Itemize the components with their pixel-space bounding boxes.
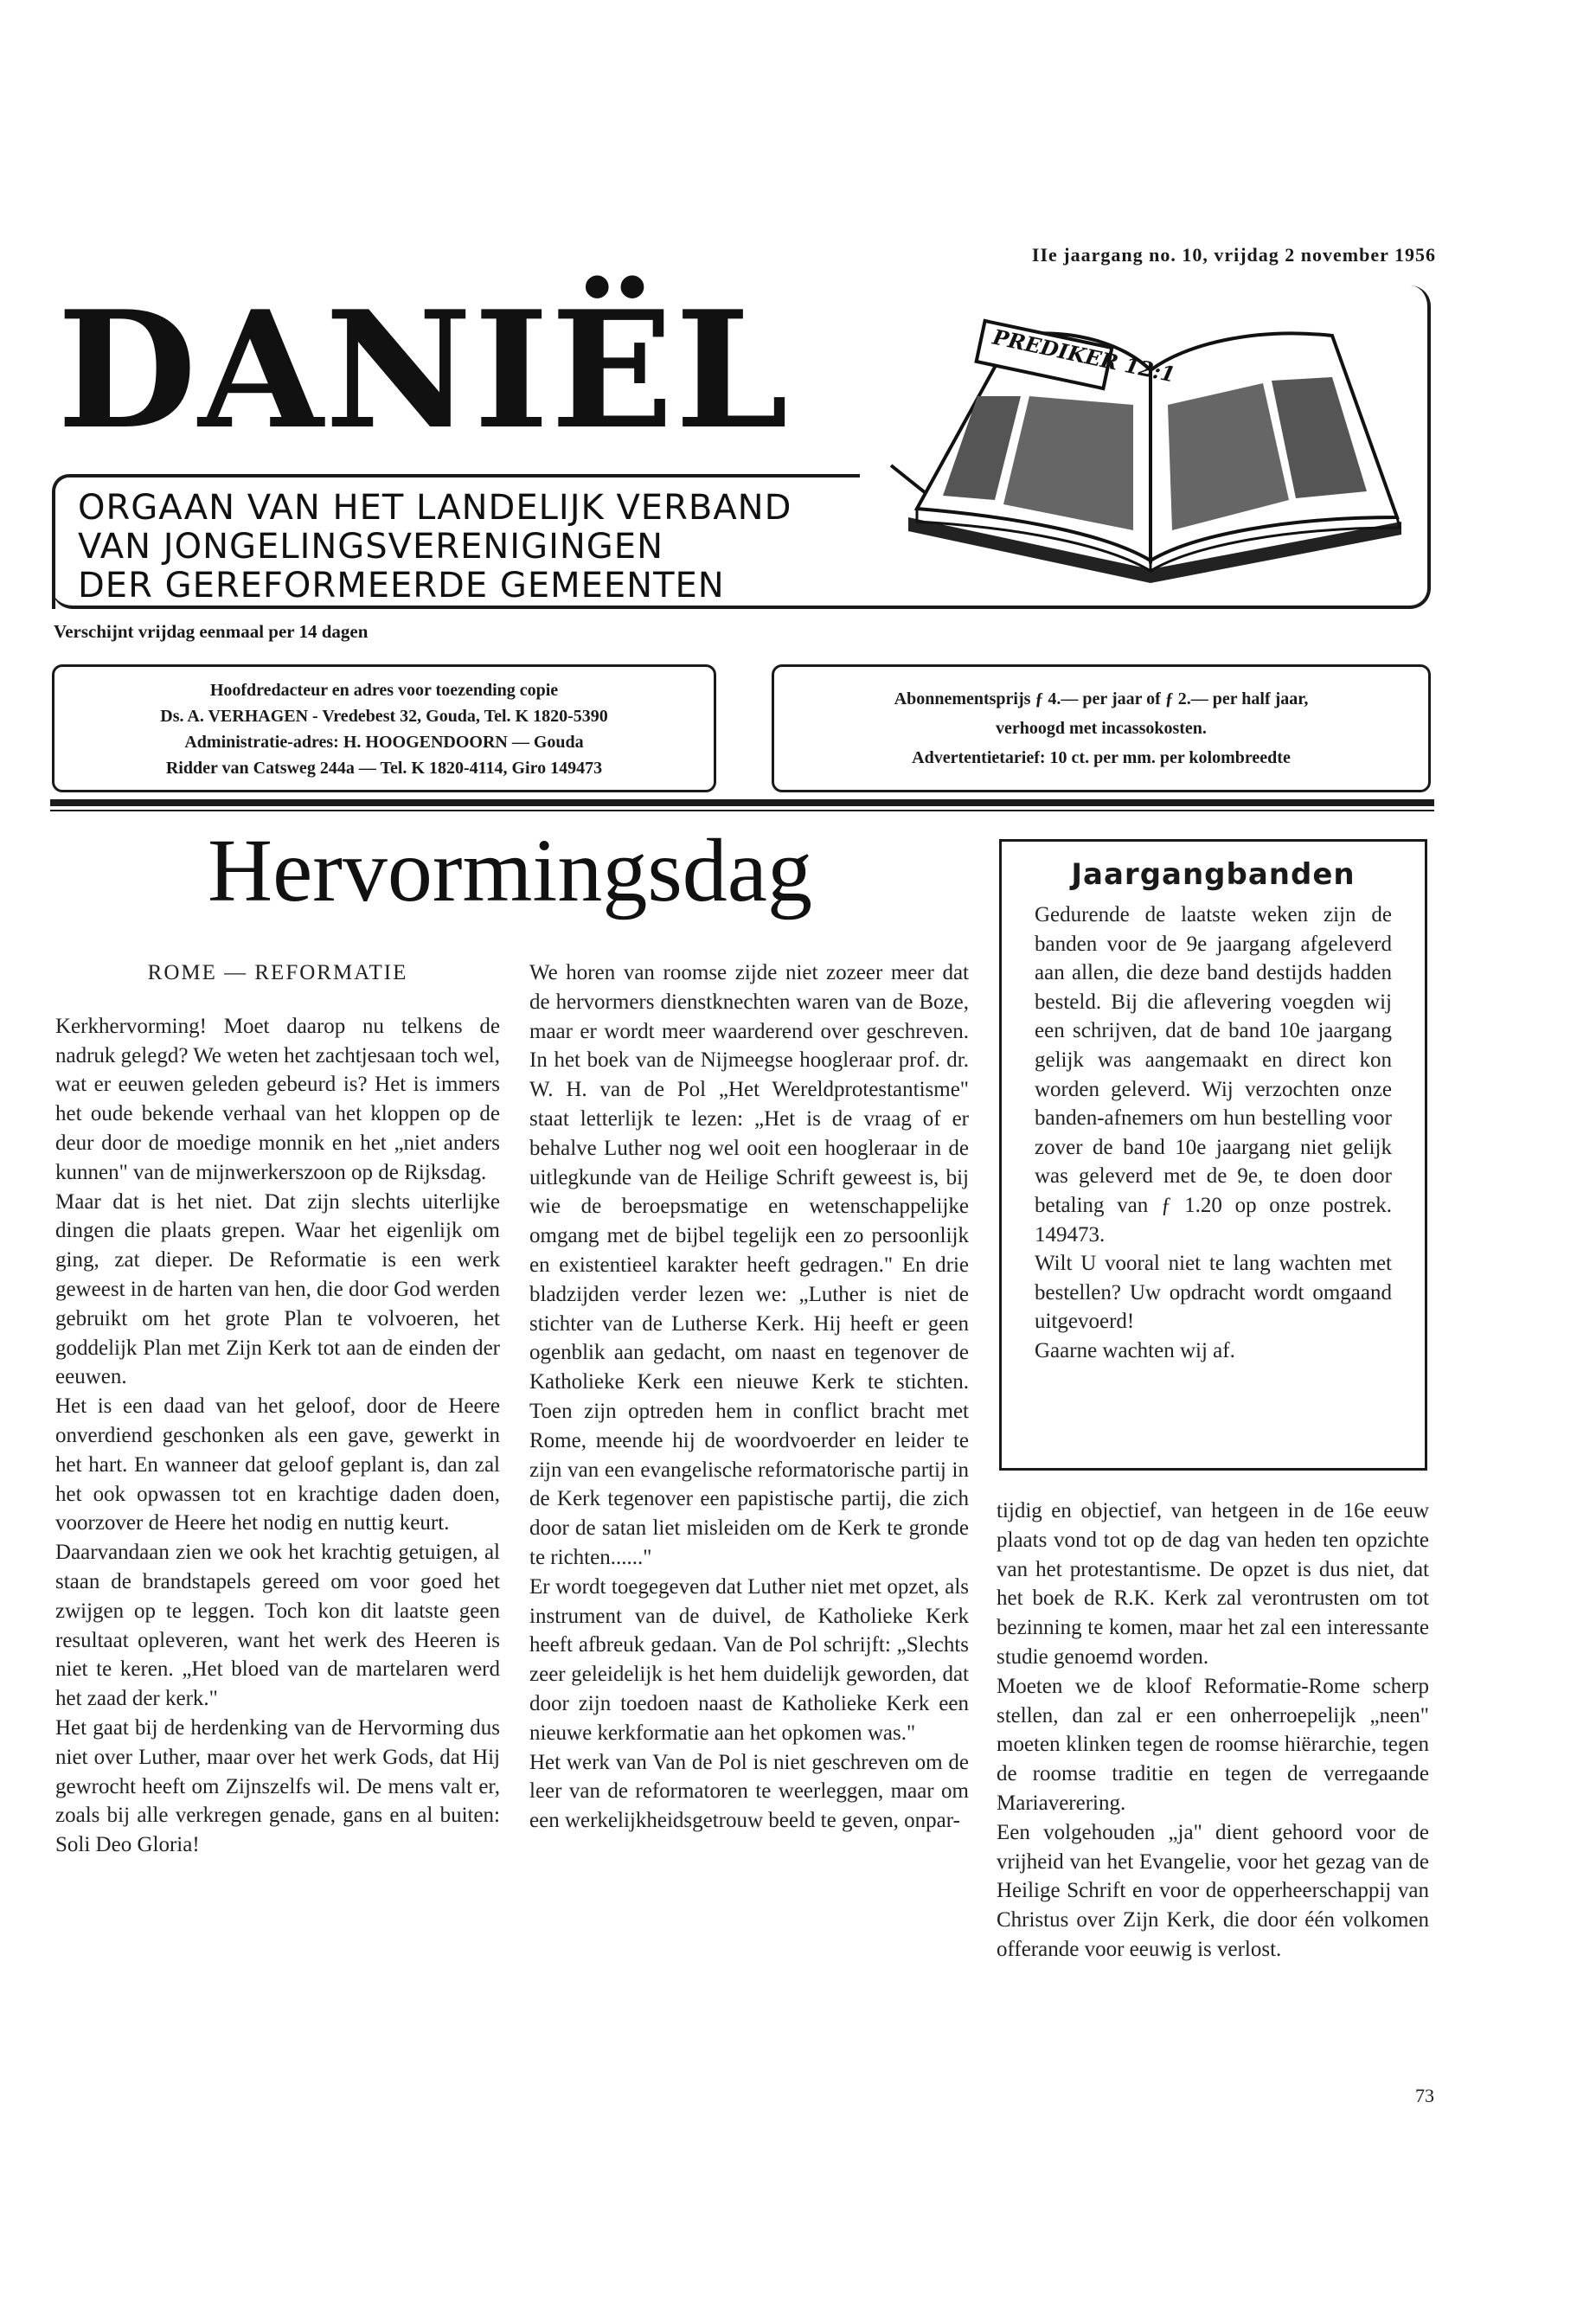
col1-paragraph-5: Het gaat bij de herdenking van de Hervorming dus niet over Luther, maar over het werk Gods, dat Hij gewrocht heeft om Zijnszelfs wil. De mens valt er, zoals bij alle verkregen genade, gans en al buiten: Soli Deo Gloria! xyxy=(55,1715,500,1857)
subscription-line-1: Abonnementsprijs ƒ 4.— per jaar of ƒ 2.— per half jaar, xyxy=(894,689,1309,708)
col2-paragraph-3: Het werk van Van de Pol is niet geschreven om de leer van de reformatoren te weerleggen, maar om een werkelijkheidsgetrouw beeld te geven, onpar- xyxy=(529,1750,969,1833)
sidebar-paragraph-1: Gedurende de laatste weken zijn de banden voor de 9e jaargang afgeleverd aan allen, die deze band destijds hadden besteld. Bij die aflevering voegden wij een schrijven, dat de band 10e jaargang gelijk was aangemaakt en direct kon worden geleverd. Wij verzochten onze banden-afnemers om hun bestelling voor zover de band 10e jaargang niet gelijk was geleverd met de 9e, te doen door betaling van ƒ 1.20 op onze postrek. 149473. xyxy=(1035,903,1392,1247)
article-column-1 xyxy=(55,958,500,1860)
masthead-title: DANIËL xyxy=(57,275,791,465)
jaargangbanden-box xyxy=(999,839,1427,1471)
prediker-label: PREDIKER 12:1 xyxy=(990,324,1178,388)
editor-line-2: Ds. A. VERHAGEN - Vredebest 32, Gouda, Tel. K 1820-5390 xyxy=(160,707,608,726)
org-line-2: VAN JONGELINGSVERENIGINGEN xyxy=(78,527,663,567)
editor-line-1: Hoofdredacteur en adres voor toezending copie xyxy=(209,681,559,700)
article-column-2 xyxy=(529,958,969,1836)
open-bible-illustration xyxy=(882,301,1419,586)
org-line-1: ORGAAN VAN HET LANDELIJK VERBAND xyxy=(78,488,792,528)
sidebar-title: Jaargangbanden xyxy=(1071,857,1356,892)
col1-paragraph-2: Maar dat is het niet. Dat zijn slechts uiterlijke dingen die plaats grepen. Waar het eigenlijk om ging, zat dieper. De Reformatie is een werk geweest in de harten van hen, die door God werden gebruikt om het grote Plan te volvoeren, het goddelijk Plan met Zijn Kerk tot aan de einden der eeuwen. xyxy=(55,1189,500,1389)
page-number: 73 xyxy=(1415,2085,1434,2106)
org-line-3: DER GEREFORMEERDE GEMEENTEN xyxy=(78,566,725,606)
col3-paragraph-3: Een volgehouden „ja" dient gehoord voor de vrijheid van het Evangelie, voor het gezag van de Heilige Schrift en voor de opperheerschappij van Christus over Zijn Kerk, die door één volkomen offerande voor eeuwig is verlost. xyxy=(997,1820,1429,1961)
col2-paragraph-1: We horen van roomse zijde niet zozeer meer dat de hervormers dienstknechten waren van de Boze, maar er wordt meer waarderend over geschreven. In het boek van de Nijmeegse hoogleraar prof. dr. W. H. van de Pol „Het Wereldprotestantisme" staat letterlijk te lezen: „Het is de vraag of er behalve Luther nog wel ooit een hoogleraar in de uitlegkunde van de Heilige Schrift geweest is, bij wie de beroepsmatige en wetenschappelijke omgang met de bijbel tegelijk een zo persoonlijk en existentieel karakter heeft gedragen." En drie bladzijden verder lezen we: „Luther is niet de stichter van de Lutherse Kerk. Hij heeft er geen ogenblik aan gedacht, om naast en tegenover de Katholieke Kerk een nieuwe Kerk te stichten. Toen zijn optreden hem in conflict bracht met Rome, meende hij de woordvoerder en leider te zijn van een evangelische reformatorische partij in de Kerk tegenover een papistische partij, die zich door de satan liet misleiden om de Kerk te gronde te richten......" xyxy=(529,961,969,1569)
col1-paragraph-1: Kerkhervorming! Moet daarop nu telkens de nadruk gelegd? We weten het zachtjesaan toch wel, wat er eeuwen geleden gebeurd is? Het is immers het oude bekende verhaal van het kloppen op de deur door de moedige monnik en het „niet anders kunnen" van de mijnwerkerszoon op de Rijksdag. xyxy=(55,1014,500,1184)
publication-frequency: Verschijnt vrijdag eenmaal per 14 dagen xyxy=(54,621,369,642)
article-column-3 xyxy=(997,1497,1429,1965)
col2-paragraph-2: Er wordt toegegeven dat Luther niet met opzet, als instrument van de duivel, de Katholieke Kerk heeft afbreuk gedaan. Van de Pol schrijft: „Slechts zeer geleidelijk is het hem duidelijk geworden, dat door zijn toedoen naast de Katholieke Kerk een nieuwe kerkformatie aan het opkomen was." xyxy=(529,1574,969,1745)
col3-paragraph-1: tijdig en objectief, van hetgeen in de 16e eeuw plaats vond tot op de dag van heden ten opzichte van het protestantisme. De opzet is dus niet, dat het boek de R.K. Kerk zal verontrusten om tot bezinning te komen, maar het zal een interessante studie genoemd worden. xyxy=(997,1499,1429,1669)
sidebar-paragraph-3: Gaarne wachten wij af. xyxy=(1035,1338,1235,1362)
col1-paragraph-3: Het is een daad van het geloof, door de Heere onverdiend geschonken als een gave, gewerkt in het hart. En wanneer dat geloof geplant is, dan zal het ook opwassen tot en krachtige daden doen, voorzover de Heere het nodig en nuttig keurt. xyxy=(55,1394,500,1535)
editor-line-4: Ridder van Catsweg 244a — Tel. K 1820-4114, Giro 149473 xyxy=(165,759,603,778)
subscription-line-3: Advertentietarief: 10 ct. per mm. per kolombreedte xyxy=(912,748,1291,767)
sidebar-paragraph-2: Wilt U vooral niet te lang wachten met bestellen? Uw opdracht wordt omgaand uitgevoerd! xyxy=(1035,1252,1392,1334)
header-rule-thin xyxy=(50,810,1434,811)
editor-line-3: Administratie-adres: H. HOOGENDOORN — Gouda xyxy=(184,733,584,752)
subscription-box xyxy=(772,664,1431,792)
subscription-line-2: verhoogd met incassokosten. xyxy=(996,719,1207,738)
article-subhead: ROME — REFORMATIE xyxy=(147,961,408,984)
article-headline: Hervormingsdag xyxy=(208,821,812,920)
issue-line: IIe jaargang no. 10, vrijdag 2 november 1956 xyxy=(1031,244,1436,266)
editor-box xyxy=(52,664,716,792)
col3-paragraph-2: Moeten we de kloof Reformatie-Rome scherp stellen, dan zal er een onherroepelijk „neen" moeten klinken tegen de roomse hiërarchie, tegen de roomse traditie en tegen de verregaande Mariaverering. xyxy=(997,1674,1429,1815)
col1-paragraph-4: Daarvandaan zien we ook het krachtig getuigen, al staan de brandstapels gereed om voor goed het zwijgen op te leggen. Toch kon dit laatste geen resultaat opleveren, want het werk des Heeren is niet te keren. „Het bloed van de martelaren werd het zaad der kerk." xyxy=(55,1541,500,1711)
header-rule-thick xyxy=(50,799,1434,806)
